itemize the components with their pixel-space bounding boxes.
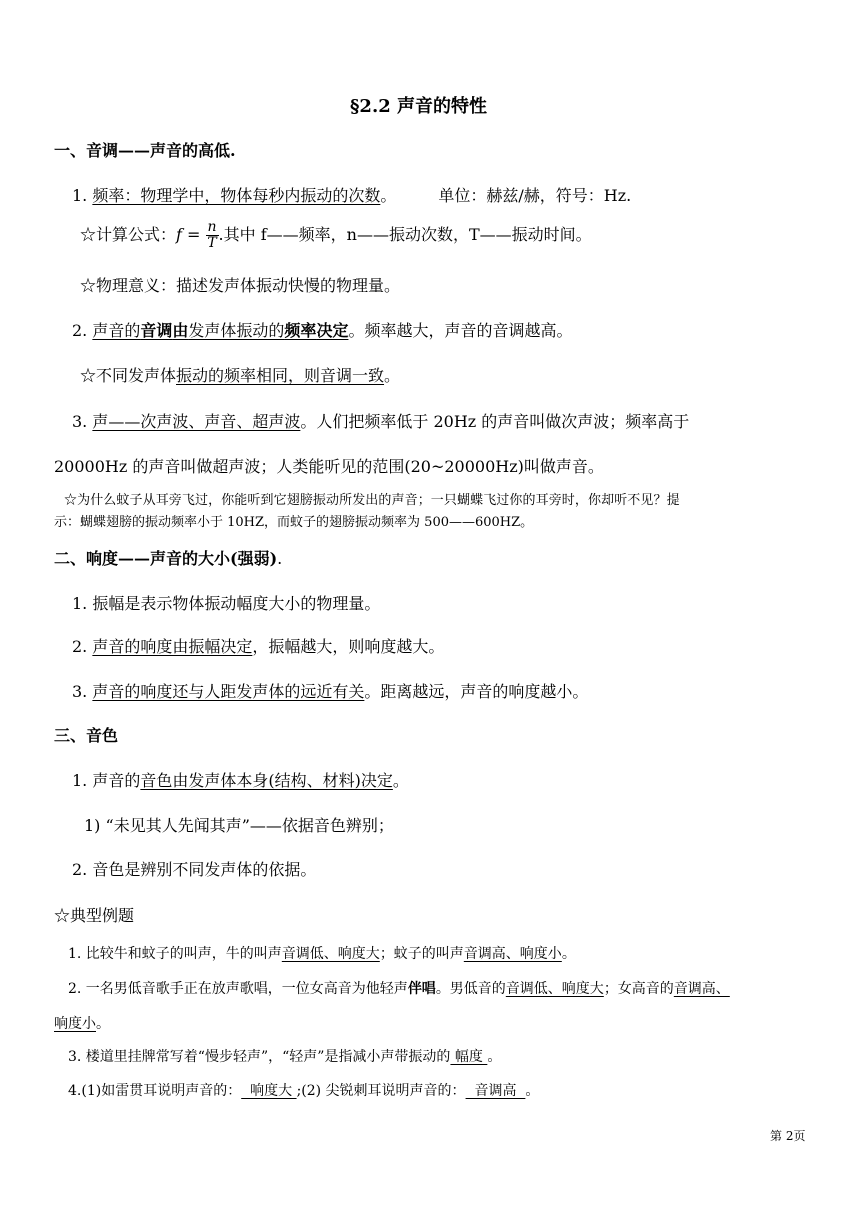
example-4-e: 。 <box>525 1083 540 1099</box>
s3-timbre-rule <box>72 768 409 791</box>
s1-line-frequency <box>72 183 631 206</box>
s1-pitch-rule-number: 2. <box>72 321 93 340</box>
example-2 <box>68 978 730 998</box>
section-2-heading <box>54 546 282 569</box>
pitch-rule-pitch: 音调 <box>140 321 173 340</box>
formula-numerator: n <box>207 219 217 235</box>
pitch-rule-frequency: 频率 <box>284 321 317 340</box>
s1-sound-types-continued: 20000Hz 的声音叫做超声波；人类能听见的范围(20~20000Hz)叫做声音。 <box>54 457 604 476</box>
formula-fraction <box>206 220 219 251</box>
timbre-rule-tail: 。 <box>392 771 409 790</box>
example-4-a: 4.(1)如雷贯耳说明声音的： <box>68 1083 242 1099</box>
section-2-heading-dot: . <box>277 549 283 568</box>
s1-pitch-rule <box>72 318 572 341</box>
example-2-answer-1: 音调低、响度大 <box>505 981 604 997</box>
example-4-c: ;(2) 尖锐刺耳说明声音的： <box>296 1083 466 1099</box>
timbre-rule-number: 1. <box>72 771 93 790</box>
section-3-heading: 三、音色 <box>54 726 119 745</box>
s1-same-frequency-note <box>80 363 400 386</box>
distance-rule-number: 3. <box>72 682 93 701</box>
timbre-rule-a: 声音的 <box>92 771 141 790</box>
frequency-unit: 单位：赫兹/赫，符号：Hz. <box>438 186 632 205</box>
sound-types-number: 3. <box>72 412 93 431</box>
section-1-heading: 一、音调——声音的高低. <box>54 141 236 160</box>
example-3 <box>68 1046 501 1066</box>
example-3-c: 。 <box>487 1049 502 1065</box>
example-2-answer-2a: 音调高、 <box>673 981 730 997</box>
frequency-definition: 频率：物理学中，物体每秒内振动的次数 <box>92 186 381 205</box>
example-1-e: 。 <box>561 946 576 962</box>
example-4-answer-1: 响度大 <box>241 1083 297 1099</box>
example-2-answer-2b: 响度小 <box>54 1016 96 1032</box>
s1-physical-meaning: ☆物理意义：描述发声体振动快慢的物理量。 <box>80 276 401 295</box>
pitch-rule-decides: 决定 <box>316 321 349 340</box>
page-title: §2.2 声音的特性 <box>350 96 487 117</box>
pitch-rule-by: 由 <box>172 321 189 340</box>
example-1-answer-1: 音调低、响度大 <box>281 946 380 962</box>
s3-timbre-basis: 2. 音色是辨别不同发声体的依据。 <box>72 860 317 879</box>
example-2-a: 2. 一名男低音歌手正在放声歌唱，一位女高音为他轻声 <box>68 981 408 997</box>
same-frequency-b: 振动的频率相同，则音调一致 <box>176 366 385 385</box>
distance-rule-underlined: 声音的响度还与人距发声体的远近有关 <box>92 682 365 701</box>
example-1 <box>68 943 576 963</box>
loudness-rule-number: 2. <box>72 637 93 656</box>
timbre-rule-underlined: 音色由发声体本身(结构、材料)决定 <box>140 771 393 790</box>
same-frequency-c: 。 <box>384 366 401 385</box>
example-3-a: 3. 楼道里挂牌常写着“慢步轻声”，“轻声”是指减小声带振动的 <box>68 1049 451 1065</box>
s1-note-line-2: 示：蝴蝶翅膀的振动频率小于 10HZ，而蚊子的翅膀振动频率为 500——600HZ。 <box>54 515 534 530</box>
example-4-answer-2: 音调高 <box>465 1083 526 1099</box>
examples-heading: ☆典型例题 <box>54 906 135 925</box>
s1-formula-line <box>80 220 592 251</box>
distance-rule-tail: 。距离越远，声音的响度越小。 <box>364 682 589 701</box>
pitch-rule-underlined <box>92 321 348 340</box>
example-2-h: 。 <box>96 1016 110 1032</box>
same-frequency-a: ☆不同发声体 <box>80 366 177 385</box>
example-4 <box>68 1080 539 1100</box>
formula-prefix: ☆计算公式： <box>80 225 177 244</box>
loudness-rule-underlined: 声音的响度由振幅决定 <box>92 637 253 656</box>
sound-types-tail: 。人们把频率低于 20Hz 的声音叫做次声波；频率高于 <box>300 412 690 431</box>
loudness-rule-tail: ，振幅越大，则响度越大。 <box>252 637 445 656</box>
s1-note-line-1: ☆为什么蚊子从耳旁飞过，你能听到它翅膀振动所发出的声音；一只蝴蝶飞过你的耳旁时，你却听不见？提 <box>64 493 680 508</box>
example-1-a: 1. 比较牛和蚊子的叫声，牛的叫声 <box>68 946 282 962</box>
s2-amplitude-definition: 1. 振幅是表示物体振动幅度大小的物理量。 <box>72 594 381 613</box>
section-2-heading-text: 二、响度——声音的大小(强弱) <box>54 549 278 568</box>
example-3-answer: 幅度 <box>450 1049 488 1065</box>
s1-line-frequency-period: 。 <box>380 186 397 205</box>
formula-denominator: T <box>207 235 217 251</box>
pitch-rule-d: 发声体振动的 <box>188 321 285 340</box>
s3-timbre-example: 1) “未见其人先闻其声”——依据音色辨别； <box>84 816 394 835</box>
example-2-e: ；女高音的 <box>603 981 674 997</box>
pitch-rule-a: 声音的 <box>92 321 141 340</box>
example-1-c: ；蚊子的叫声 <box>379 946 464 962</box>
s1-sound-types <box>72 409 689 432</box>
pitch-rule-tail: 。频率越大，声音的音调越高。 <box>348 321 573 340</box>
formula-explanation: .其中 f——频率，n——振动次数，T——振动时间。 <box>218 225 592 244</box>
s2-loudness-rule <box>72 634 444 657</box>
formula-equals: = <box>181 225 206 244</box>
example-2-accompany: 伴唱 <box>407 981 436 997</box>
s2-distance-rule <box>72 679 588 702</box>
example-1-answer-2: 音调高、响度小 <box>463 946 562 962</box>
sound-types-underlined: 声——次声波、声音、超声波 <box>92 412 301 431</box>
page-number: 第 2页 <box>770 1129 806 1143</box>
example-2-c: 。男低音的 <box>435 981 506 997</box>
s1-line-frequency-number: 1. <box>72 186 93 205</box>
example-2-continued <box>54 1013 110 1033</box>
formula-f: f <box>176 225 182 244</box>
